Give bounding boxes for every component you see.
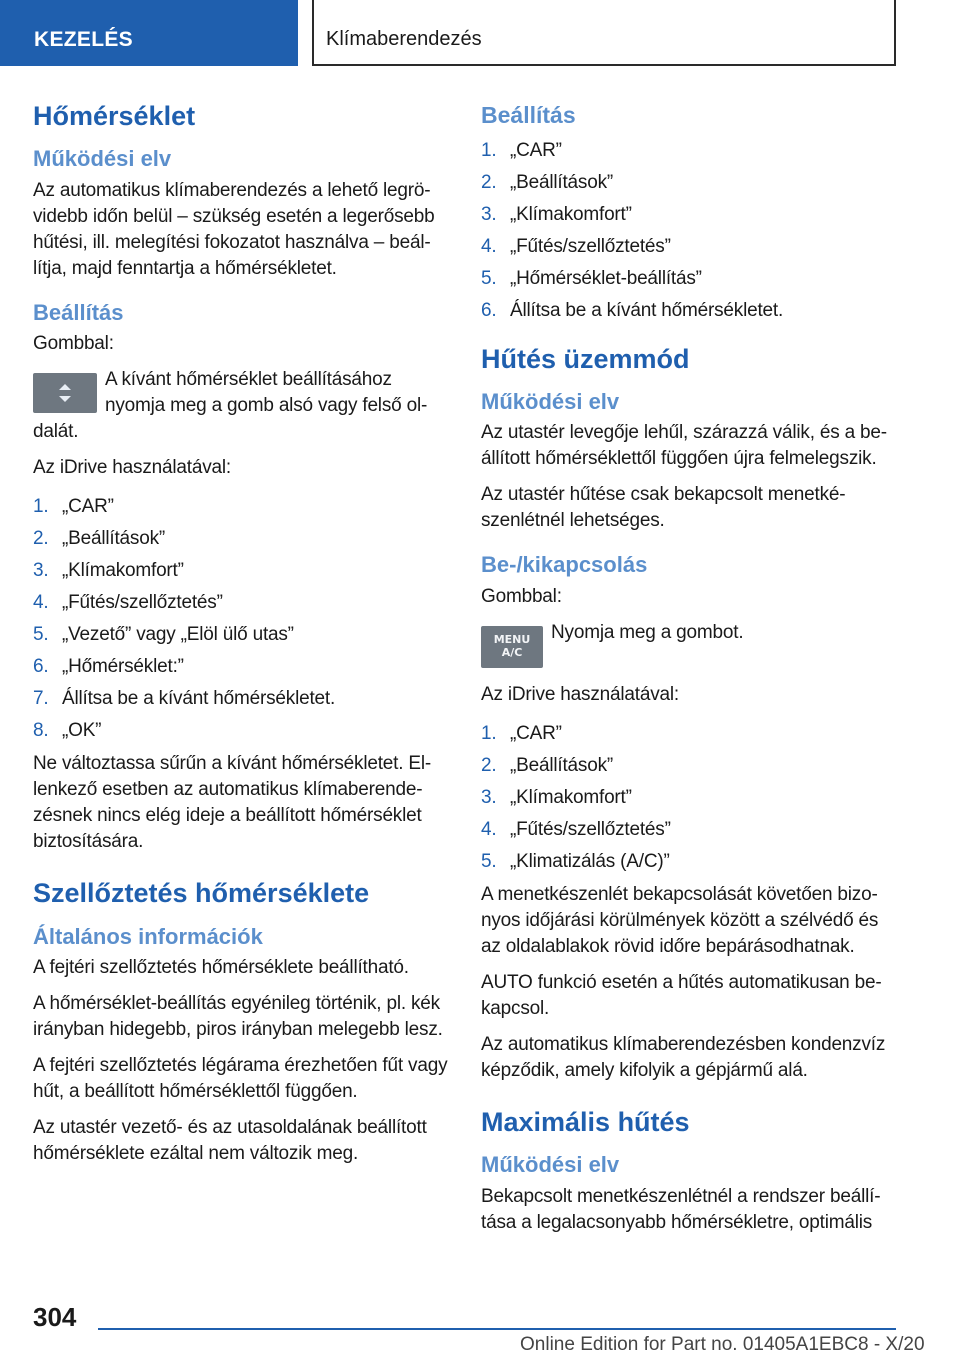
button-instruction-text: A kívánt hőmérséklet beállításához nyomja meg a gomb alsó vagy felső oldalát. bbox=[33, 369, 428, 443]
list-item: 4. „Fűtés/szellőztetés” bbox=[481, 818, 671, 840]
list-item: 7. Állítsa be a kívánt hőmérsékletet. bbox=[33, 688, 336, 710]
footer-divider bbox=[98, 1328, 896, 1330]
list-item: 1. „CAR” bbox=[33, 496, 114, 518]
heading-principle: Működési elv bbox=[33, 146, 172, 172]
list-item: 2. „Beállítások” bbox=[481, 171, 613, 193]
list-item: 5. „Hőmérséklet-beállítás” bbox=[481, 267, 702, 289]
list-item: 4. „Fűtés/szellőztetés” bbox=[33, 592, 223, 614]
list-item: 6. Állítsa be a kívánt hőmérsékletet. bbox=[481, 299, 784, 321]
list-item: 1. „CAR” bbox=[481, 722, 562, 744]
menu-ac-button-icon: MENU A/C bbox=[481, 626, 543, 668]
heading-ventilation-temperature: Szellőztetés hőmérséklete bbox=[33, 878, 370, 909]
list-item: 5. „Vezető” vagy „Elöl ülő utas” bbox=[33, 624, 294, 646]
button-instruction-text: Nyomja meg a gombot. bbox=[551, 621, 744, 643]
paragraph-fogging: A menetkészenlét bekapcsolását követően bizonyos időjárási körülmények között a szélvédő és az oldalablakok rövid időre bepárásodhatnak. bbox=[481, 883, 879, 957]
list-item: 3. „Klímakomfort” bbox=[481, 203, 632, 225]
heading-principle-max: Működési elv bbox=[481, 1152, 620, 1178]
list-item: 2. „Beállítások” bbox=[33, 528, 165, 550]
edition-note: Online Edition for Part no. 01405A1EBC8 - X/20 bbox=[520, 1334, 925, 1355]
heading-general-info: Általános információk bbox=[33, 923, 263, 949]
page-number: 304 bbox=[33, 1302, 77, 1332]
heading-cooling-mode: Hűtés üzemmód bbox=[481, 343, 690, 374]
arrow-down-icon bbox=[59, 396, 71, 402]
list-item: 5. „Klimatizálás (A/C)” bbox=[481, 850, 670, 872]
steps-list-temperature bbox=[33, 491, 448, 747]
list-item: 1. „CAR” bbox=[481, 139, 562, 161]
label-with-button: Gombbal: bbox=[33, 333, 114, 355]
left-column bbox=[33, 96, 448, 1177]
chapter-title: Klímaberendezés bbox=[312, 0, 896, 66]
right-column bbox=[481, 96, 896, 1246]
paragraph-cooling-2: Az utastér hűtése csak bekapcsolt menetkészenlétnél lehetséges. bbox=[481, 484, 846, 532]
button-instruction bbox=[481, 620, 896, 672]
list-item: 2. „Beállítások” bbox=[481, 754, 613, 776]
steps-list-ac bbox=[481, 718, 896, 878]
paragraph-condensate: Az automatikus klímaberendezésben kondenzvíz képződik, amely kifolyik a gépjármű alá. bbox=[481, 1033, 886, 1081]
heading-setting: Beállítás bbox=[33, 299, 124, 325]
heading-on-off: Be-/kikapcsolás bbox=[481, 552, 648, 578]
steps-list-ventilation bbox=[481, 135, 896, 327]
label-with-button: Gombbal: bbox=[481, 585, 562, 607]
paragraph-general-1: A fejtéri szellőztetés hőmérséklete beállítható. bbox=[33, 956, 409, 978]
temperature-rocker-button-icon bbox=[33, 373, 97, 413]
label-idrive: Az iDrive használatával: bbox=[481, 683, 679, 705]
heading-max-cooling: Maximális hűtés bbox=[481, 1106, 690, 1137]
list-item: 3. „Klímakomfort” bbox=[481, 786, 632, 808]
paragraph-note: Ne változtassa sűrűn a kívánt hőmérsékletet. Ellenkező esetben az automatikus klímaberendezésnek nincs elég ideje a beállított hőmérséklet biztosítására. bbox=[33, 753, 432, 853]
list-item: 4. „Fűtés/szellőztetés” bbox=[481, 235, 671, 257]
page-header bbox=[0, 0, 960, 66]
paragraph-auto: AUTO funkció esetén a hűtés automatikusan bekapcsol. bbox=[481, 971, 882, 1019]
list-item: 8. „OK” bbox=[33, 720, 102, 742]
list-item: 3. „Klímakomfort” bbox=[33, 560, 184, 582]
paragraph-max-cooling: Bekapcsolt menetkészenlétnél a rendszer beállítása a legalacsonyabb hőmérsékletre, optimális bbox=[481, 1185, 881, 1233]
paragraph-general-3: A fejtéri szellőztetés légárama érezhetően fűt vagy hűt, a beállított hőmérséklettől függően. bbox=[33, 1054, 448, 1102]
heading-principle-cooling: Működési elv bbox=[481, 388, 620, 414]
arrow-up-icon bbox=[59, 384, 71, 390]
paragraph-principle: Az automatikus klímaberendezés a lehető legrövidebb időn belül – szükség esetén a legerősebb hűtési, ill. melegítési fokozatot használva – beállítja, majd fenntartja a hőmérsékletet. bbox=[33, 179, 435, 279]
label-idrive: Az iDrive használatával: bbox=[33, 457, 231, 479]
heading-temperature: Hőmérséklet bbox=[33, 101, 196, 131]
heading-setting-ventilation: Beállítás bbox=[481, 102, 576, 128]
paragraph-general-4: Az utastér vezető- és az utasoldalának beállított hőmérséklete ezáltal nem változik meg. bbox=[33, 1116, 427, 1164]
paragraph-cooling-1: Az utastér levegője lehűl, szárazzá válik, és a beállított hőmérséklettől függően újra felmelegszik. bbox=[481, 422, 888, 470]
button-instruction bbox=[33, 367, 448, 445]
section-label: KEZELÉS bbox=[0, 0, 298, 66]
paragraph-general-2: A hőmérséklet-beállítás egyénileg történik, pl. kék irányban hidegebb, piros irányban melegebb lesz. bbox=[33, 992, 443, 1040]
list-item: 6. „Hőmérséklet:” bbox=[33, 656, 184, 678]
